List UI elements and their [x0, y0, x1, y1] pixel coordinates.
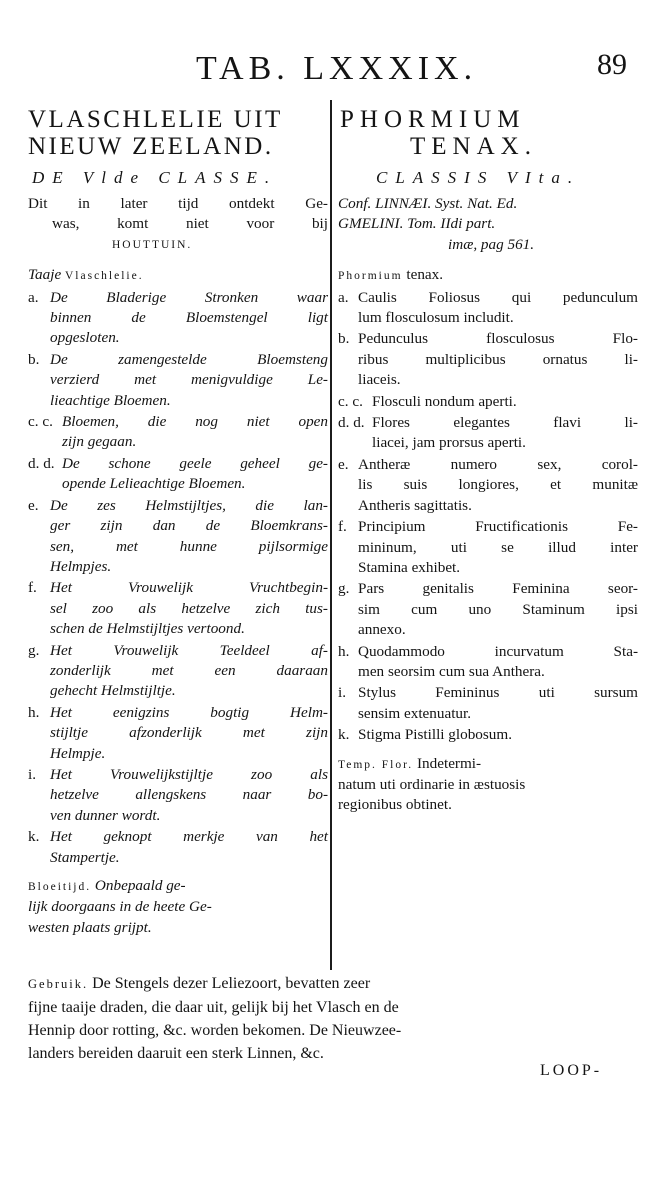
dutch-legend-line: De zamengestelde Bloemsteng	[50, 350, 328, 368]
dutch-legend-letter: d. d.	[28, 454, 55, 472]
latin-species-genus: Phormium	[338, 270, 403, 283]
latin-legend-line: mininum, uti se illud inter	[358, 538, 638, 556]
catchword: LOOP-	[540, 1062, 603, 1079]
dutch-legend-line: opgesloten.	[50, 329, 120, 347]
dutch-legend-text	[50, 703, 328, 764]
latin-conf-line1: Conf. LINNÆI. Syst. Nat. Ed.	[338, 195, 518, 212]
dutch-legend-item	[28, 288, 328, 349]
dutch-legend-text	[50, 350, 328, 411]
latin-legend-line: sim cum uno Staminum ipsi	[358, 600, 638, 618]
latin-legend-line: Principium Fructificationis Fe-	[358, 518, 638, 536]
latin-legend-item	[338, 392, 638, 412]
latin-legend-text	[358, 642, 638, 683]
dutch-legend-line: verzierd met menigvuldige Le-	[50, 371, 328, 389]
dutch-legend-line: opende Lelieachtige Bloemen.	[62, 475, 246, 493]
dutch-species-epithet: Taaje	[28, 266, 62, 284]
usage-line1-text: De Stengels dezer Leliezoort, bevatten zeer	[92, 975, 371, 992]
latin-legend-line: Pars genitalis Feminina seor-	[358, 580, 638, 598]
dutch-legend-text	[50, 288, 328, 349]
usage-line2: fijne taaije draden, die daar uit, gelijk bij het Vlasch en de	[28, 999, 399, 1016]
dutch-legend-letter: b.	[28, 350, 40, 368]
usage-line4: landers bereiden daaruit een sterk Linnen, &c.	[28, 1045, 324, 1062]
latin-legend-line: Antheræ numero sex, corol-	[358, 455, 638, 473]
latin-title-line2: TENAX.	[410, 133, 537, 160]
dutch-column	[28, 106, 328, 938]
dutch-intro-line1: Dit in later tijd ontdekt Ge-	[28, 195, 328, 212]
dutch-legend-line: gehecht Helmstijltje.	[50, 682, 176, 700]
latin-legend-line: sensim extenuatur.	[358, 704, 472, 722]
dutch-legend-line: De schone geele geheel ge-	[62, 454, 328, 472]
latin-legend-text	[358, 725, 638, 745]
latin-column	[338, 106, 638, 816]
dutch-legend-letter: a.	[28, 288, 39, 306]
dutch-legend-letter: g.	[28, 641, 40, 659]
dutch-intro-line2: was, komt niet voor bij	[52, 215, 328, 233]
dutch-legend-line: Het geknopt merkje van het	[50, 828, 328, 846]
dutch-tempus-label: Bloeitijd.	[28, 881, 92, 893]
dutch-legend-letter: c. c.	[28, 413, 53, 431]
latin-legend-line: Stigma Pistilli globosum.	[358, 726, 513, 744]
dutch-legend-line: Het Vrouwelijk Teeldeel af-	[50, 641, 328, 659]
dutch-legend-line: lieachtige Bloemen.	[50, 391, 171, 409]
latin-legend-item	[338, 517, 638, 578]
latin-legend-line: liaceis.	[358, 371, 401, 389]
latin-tempus-line3: regionibus obtinet.	[338, 796, 452, 814]
latin-legend-line: lum flosculosum includit.	[358, 309, 514, 327]
latin-species-epithet: tenax.	[406, 266, 444, 284]
dutch-legend-line: sen, met hunne pijlsormige	[50, 537, 328, 555]
dutch-legend-line: Helmpje.	[50, 744, 106, 762]
latin-legend-letter: d. d.	[338, 414, 365, 432]
latin-legend-text	[358, 288, 638, 329]
latin-legend-item	[338, 579, 638, 640]
latin-tempus-label: Temp. Flor.	[338, 758, 414, 771]
latin-legend-letter: k.	[338, 726, 350, 744]
latin-legend-line: annexo.	[358, 621, 406, 639]
latin-classis: CLASSIS VIta.	[376, 168, 581, 187]
latin-legend-line: Stylus Femininus uti sursum	[358, 684, 638, 702]
latin-legend-item	[338, 642, 638, 683]
dutch-legend-text	[62, 412, 328, 453]
dutch-legend-line: De Bladerige Stronken waar	[50, 288, 328, 306]
latin-legend-line: Caulis Foliosus qui pedunculum	[358, 288, 638, 306]
dutch-legend-line: sel zoo als hetzelve zich tus-	[50, 599, 328, 617]
latin-legend-text	[358, 455, 638, 516]
latin-legend-item	[338, 725, 638, 745]
latin-legend-line: Antheris sagittatis.	[358, 496, 472, 514]
latin-legend-line: lis suis longiores, et munitæ	[358, 476, 638, 494]
dutch-legend-letter: e.	[28, 496, 39, 514]
latin-legend-item	[338, 455, 638, 516]
latin-tempus	[338, 754, 638, 816]
dutch-title-line1: VLASCHLELIE UIT	[28, 106, 283, 133]
dutch-legend-line: Helmpjes.	[50, 557, 112, 575]
latin-species-name	[338, 265, 638, 286]
latin-legend-line: Pedunculus flosculosus Flo-	[358, 330, 638, 348]
dutch-classis: DE Vlde CLASSE.	[32, 168, 278, 187]
dutch-legend-line: ven dunner wordt.	[50, 806, 161, 824]
usage-label: Gebruik.	[28, 977, 89, 991]
latin-legend-letter: i.	[338, 684, 347, 702]
dutch-legend-item	[28, 454, 328, 495]
dutch-tempus-line2: lijk doorgaans in de heete Ge-	[28, 898, 212, 916]
dutch-tempus-line1: Onbepaald ge-	[94, 877, 186, 894]
latin-legend-line: Quodammodo incurvatum Sta-	[358, 642, 638, 660]
latin-legend-line: men seorsim cum sua Anthera.	[358, 662, 545, 680]
dutch-legend-item	[28, 703, 328, 764]
dutch-legend-line: De zes Helmstijltjes, die lan-	[50, 496, 328, 514]
dutch-legend-item	[28, 578, 328, 639]
dutch-legend-text	[62, 454, 328, 495]
dutch-legend-item	[28, 412, 328, 453]
dutch-legend-text	[50, 496, 328, 578]
dutch-species-genus: Vlaschlelie.	[65, 270, 144, 283]
usage-paragraph	[28, 972, 620, 1065]
latin-legend-item	[338, 683, 638, 724]
dutch-tempus	[28, 876, 328, 938]
dutch-legend-list	[28, 288, 328, 868]
dutch-legend-text	[50, 827, 328, 868]
dutch-legend-line: schen de Helmstijltjes vertoond.	[50, 620, 245, 638]
latin-legend-item	[338, 413, 638, 454]
dutch-legend-line: Het eenigzins bogtig Helm-	[50, 703, 328, 721]
latin-legend-letter: a.	[338, 288, 349, 306]
latin-legend-letter: f.	[338, 518, 347, 536]
dutch-legend-letter: f.	[28, 579, 37, 597]
latin-legend-letter: c. c.	[338, 392, 363, 410]
latin-legend-line: Flores elegantes flavi li-	[372, 414, 638, 432]
dutch-legend-line: hetzelve allengskens naar bo-	[50, 786, 328, 804]
dutch-legend-text	[50, 578, 328, 639]
usage-line3: Hennip door rotting, &c. worden bekomen. De Nieuwzee-	[28, 1022, 402, 1039]
dutch-legend-text	[50, 641, 328, 702]
dutch-legend-line: Bloemen, die nog niet open	[62, 413, 328, 431]
latin-legend-letter: h.	[338, 642, 350, 660]
dutch-legend-line: Stampertje.	[50, 848, 120, 866]
column-divider	[330, 100, 332, 970]
dutch-legend-item	[28, 350, 328, 411]
dutch-legend-line: zijn gegaan.	[62, 433, 137, 451]
latin-legend-letter: b.	[338, 330, 350, 348]
latin-legend-line: Stamina exhibet.	[358, 558, 461, 576]
dutch-legend-line: ger zijn dan de Bloemkrans-	[50, 517, 328, 535]
latin-legend-letter: g.	[338, 580, 350, 598]
latin-legend-line: Flosculi nondum aperti.	[372, 392, 517, 410]
dutch-legend-line: binnen de Bloemstengel ligt	[50, 309, 328, 327]
dutch-legend-item	[28, 827, 328, 868]
dutch-legend-line: Het Vrouwelijkstijltje zoo als	[50, 765, 328, 783]
latin-title-line1: PHORMIUM	[340, 106, 526, 133]
dutch-legend-line: zonderlijk met een daaraan	[50, 661, 328, 679]
latin-conf-line3: imæ, pag 561.	[448, 235, 535, 253]
latin-tempus-line2: natum uti ordinarie in æstuosis	[338, 775, 526, 793]
latin-legend-letter: e.	[338, 455, 349, 473]
dutch-legend-item	[28, 641, 328, 702]
page-number: 89	[597, 48, 627, 81]
dutch-legend-item	[28, 765, 328, 826]
dutch-legend-line: stijltje afzonderlijk met zijn	[50, 724, 328, 742]
latin-legend-list	[338, 288, 638, 746]
latin-legend-text	[358, 517, 638, 578]
latin-legend-text	[372, 392, 638, 412]
dutch-intro-line3: HOUTTUIN.	[112, 238, 193, 251]
latin-tempus-line1: Indetermi-	[416, 754, 482, 772]
dutch-legend-letter: k.	[28, 828, 40, 846]
latin-legend-text	[372, 413, 638, 454]
latin-legend-text	[358, 579, 638, 640]
latin-legend-item	[338, 329, 638, 390]
plate-title: TAB. LXXXIX.	[196, 50, 478, 87]
dutch-legend-letter: i.	[28, 765, 37, 783]
latin-legend-line: ribus multiplicibus ornatus li-	[358, 350, 638, 368]
dutch-legend-text	[50, 765, 328, 826]
latin-legend-line: liacei, jam prorsus aperti.	[372, 434, 526, 452]
dutch-legend-line: Het Vrouwelijk Vruchtbegin-	[50, 579, 328, 597]
latin-legend-text	[358, 329, 638, 390]
dutch-legend-item	[28, 496, 328, 578]
usage-line1	[28, 972, 620, 996]
latin-legend-item	[338, 288, 638, 329]
dutch-tempus-line3: westen plaats grijpt.	[28, 918, 152, 936]
latin-legend-text	[358, 683, 638, 724]
latin-conf-line2: GMELINI. Tom. IIdi part.	[338, 215, 496, 233]
dutch-species-name	[28, 265, 328, 286]
dutch-legend-letter: h.	[28, 703, 40, 721]
dutch-title-line2: NIEUW ZEELAND.	[28, 133, 274, 160]
